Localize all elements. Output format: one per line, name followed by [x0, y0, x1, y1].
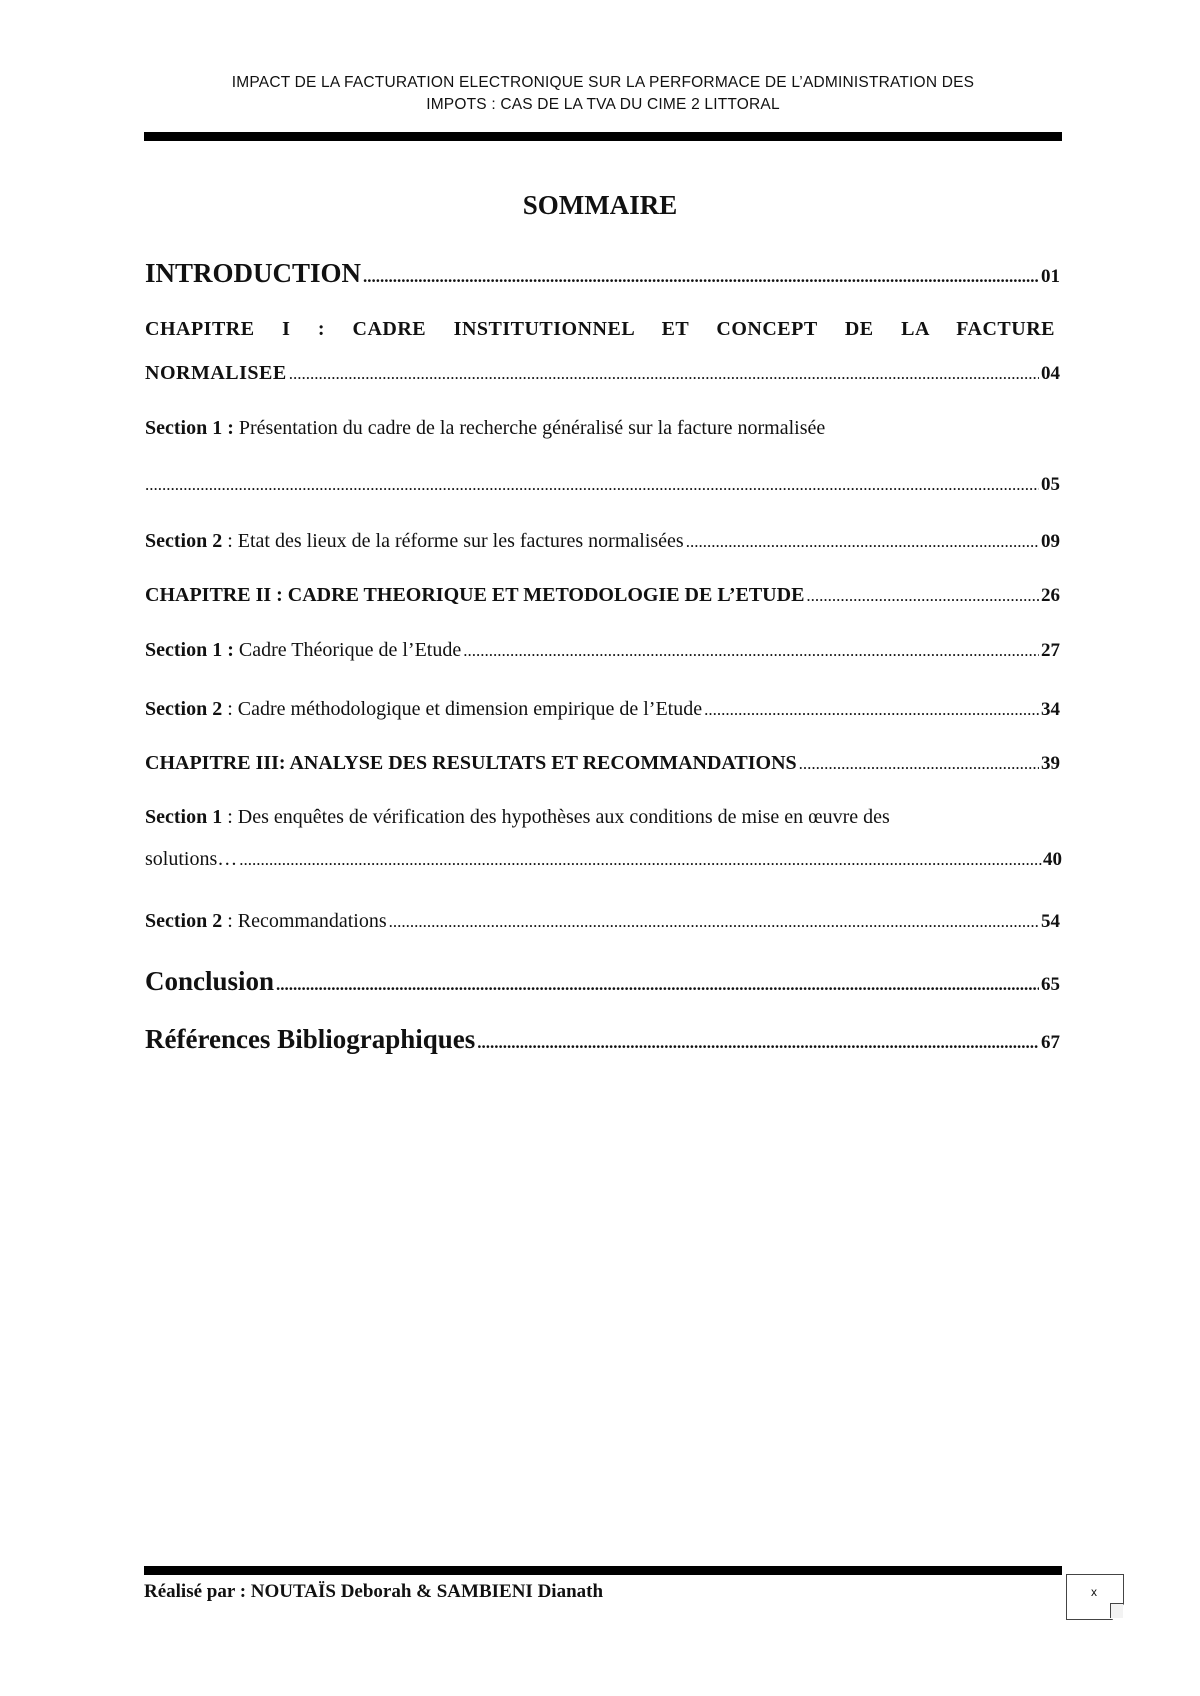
- toc-entry-section-1-1[interactable]: [145, 474, 1060, 496]
- page-number: x: [1091, 1585, 1097, 1599]
- toc-leader: [363, 267, 1039, 287]
- toc-leader: [806, 586, 1039, 606]
- running-header: [144, 72, 1062, 116]
- toc-label: Références Bibliographiques: [145, 1024, 476, 1054]
- toc-entry-section-2-2[interactable]: [145, 698, 1060, 721]
- page-title: SOMMAIRE: [522, 190, 678, 220]
- toc-label: Conclusion: [145, 966, 275, 996]
- toc-page-number: 04: [1041, 363, 1060, 384]
- section-title: : Etat des lieux de la réforme sur les factures normalisées: [222, 530, 684, 552]
- toc-entry-section-1-2[interactable]: [145, 530, 1060, 553]
- toc-leader: [799, 754, 1039, 774]
- section-prefix: Section 1 :: [145, 639, 234, 661]
- toc-leader: [276, 975, 1039, 995]
- running-header-line-2: IMPOTS : CAS DE LA TVA DU CIME 2 LITTORAL: [426, 96, 780, 113]
- header-rule: [144, 132, 1062, 141]
- section-prefix: Section 1 :: [145, 417, 234, 439]
- section-title: Cadre Théorique de l’Etude: [233, 639, 462, 661]
- toc-leader: [239, 850, 1043, 870]
- toc-page-number: 01: [1041, 266, 1060, 287]
- running-header-line-1: IMPACT DE LA FACTURATION ELECTRONIQUE SUR LA PERFORMACE DE L’ADMINISTRATION DES: [231, 74, 975, 91]
- toc-entry-chapter-3[interactable]: [145, 752, 1060, 775]
- toc-leader: [477, 1033, 1039, 1053]
- toc-page-number: 09: [1041, 531, 1060, 552]
- toc-entry-introduction[interactable]: [145, 258, 1060, 289]
- toc-page-number: 67: [1041, 1032, 1060, 1053]
- page-corner-fold: [1110, 1603, 1123, 1618]
- toc-leader: [704, 700, 1039, 720]
- section-prefix: Section 2: [145, 530, 223, 552]
- toc-chapter-1-label-line-1[interactable]: CHAPITRE I : CADRE INSTITUTIONNEL ET CONCEPT DE LA FACTURE: [145, 318, 1055, 340]
- section-title: Présentation du cadre de la recherche généralisé sur la facture normalisée: [233, 417, 826, 439]
- toc-entry-section-2-1[interactable]: [145, 639, 1060, 662]
- toc-page-number: 39: [1041, 753, 1060, 774]
- section-title: : Recommandations: [222, 910, 387, 932]
- toc-entry-chapter-2[interactable]: [145, 584, 1060, 607]
- section-prefix: Section 2: [145, 698, 223, 720]
- toc-leader: [463, 641, 1039, 661]
- toc-entry-section-3-2[interactable]: [145, 910, 1060, 933]
- toc-entry-section-3-1[interactable]: [145, 848, 1062, 871]
- toc-page-number: 54: [1041, 911, 1060, 932]
- section-prefix: Section 1: [145, 806, 223, 828]
- toc-page-number: 26: [1041, 585, 1060, 606]
- toc-label: solutions…: [145, 848, 238, 870]
- section-prefix: Section 2: [145, 910, 223, 932]
- toc-leader: [145, 475, 1039, 495]
- toc-page-number: 27: [1041, 640, 1060, 661]
- toc-entry-references[interactable]: [145, 1024, 1060, 1055]
- toc-entry-conclusion[interactable]: [145, 966, 1060, 997]
- toc-entry-chapter-1[interactable]: [145, 362, 1060, 385]
- toc-page-number: 40: [1043, 849, 1062, 870]
- toc-page-number: 05: [1041, 474, 1060, 495]
- footer-rule: [144, 1566, 1062, 1575]
- section-title: : Des enquêtes de vérification des hypothèses aux conditions de mise en œuvre des: [222, 806, 890, 828]
- toc-leader: [389, 912, 1039, 932]
- toc-section-3-1-label[interactable]: [145, 806, 1060, 829]
- toc-label: CHAPITRE III: ANALYSE DES RESULTATS ET RECOMMANDATIONS: [145, 752, 797, 774]
- toc-page-number: 34: [1041, 699, 1060, 720]
- toc-leader: [289, 364, 1039, 384]
- toc-label: INTRODUCTION: [145, 258, 362, 288]
- section-title: : Cadre méthodologique et dimension empirique de l’Etude: [222, 698, 703, 720]
- toc-section-1-1-label[interactable]: [145, 417, 1060, 440]
- toc-label: CHAPITRE II : CADRE THEORIQUE ET METODOLOGIE DE L’ETUDE: [145, 584, 805, 606]
- toc-leader: [686, 532, 1039, 552]
- footer-author: Réalisé par : NOUTAÏS Deborah & SAMBIENI Dianath: [144, 1581, 604, 1602]
- toc-page-number: 65: [1041, 974, 1060, 995]
- toc-label: NORMALISEE: [145, 362, 287, 384]
